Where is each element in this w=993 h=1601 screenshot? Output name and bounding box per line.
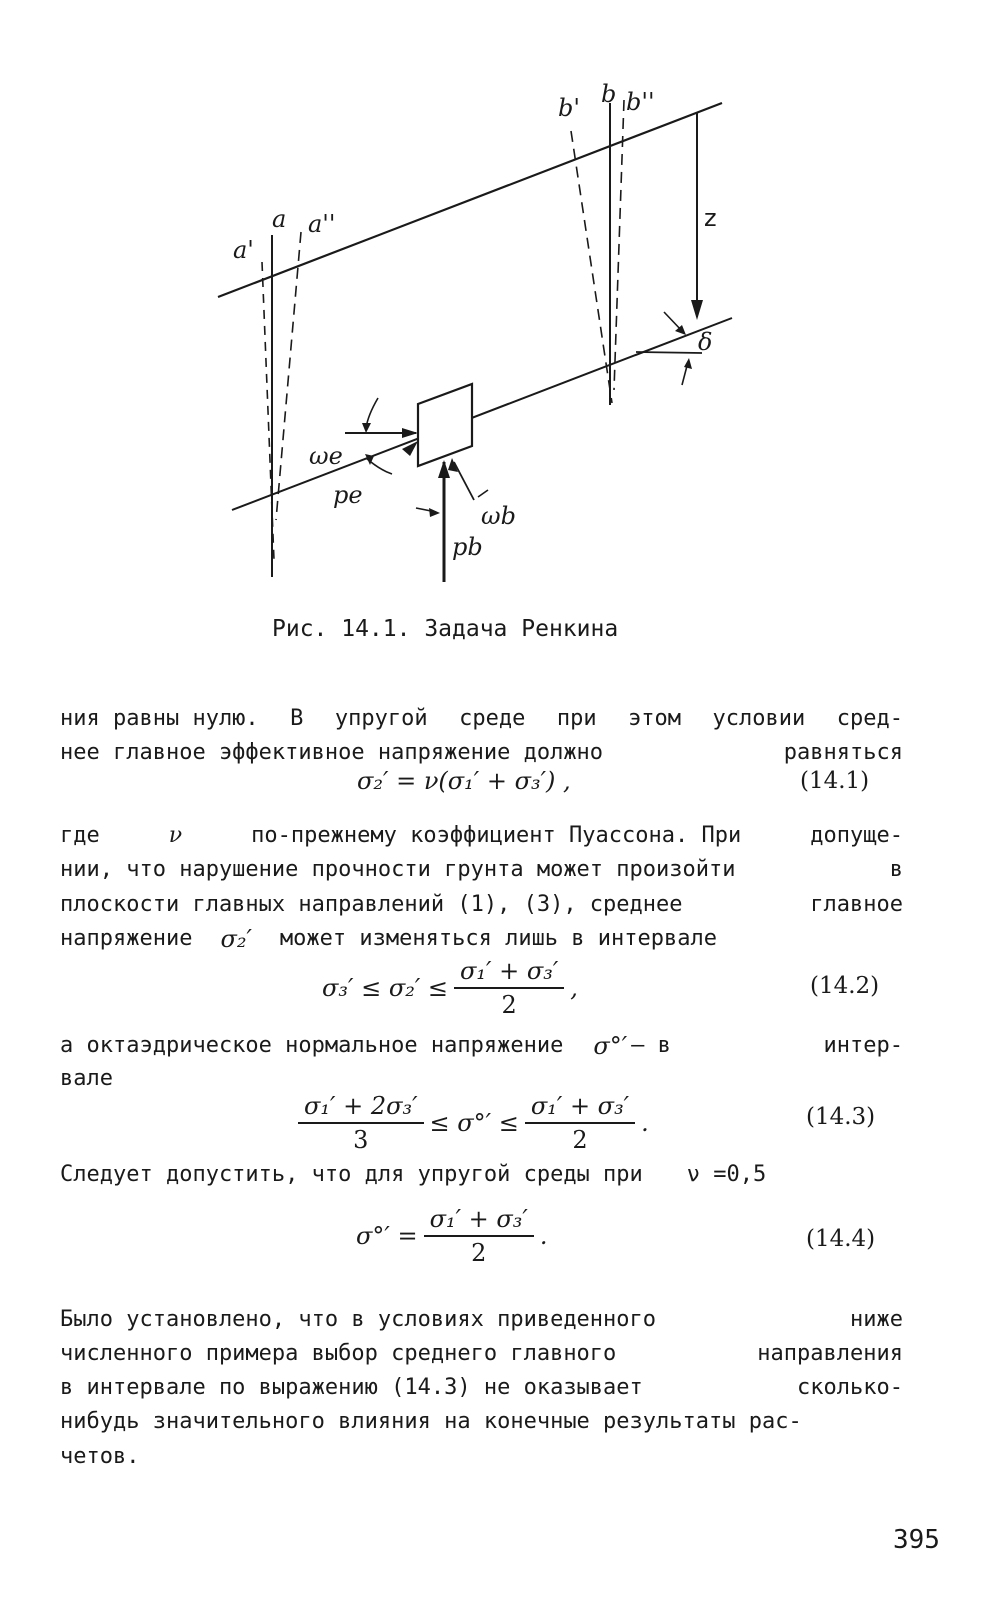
label-a: a	[272, 205, 287, 233]
text-line: вале	[60, 1066, 113, 1091]
label-p-b: pb	[452, 533, 483, 561]
equation-14-2: σ₃′ ≤ σ₂′ ≤ $\frac{\text{σ₁′ + σ₃′}}{2}$ ,	[322, 957, 578, 1019]
equation-14-1: σ₂′ = ν(σ₁′ + σ₃′) ,	[357, 767, 571, 795]
text-line: нибудь значительного влияния на конечные результаты рас-	[60, 1409, 802, 1434]
text-line: в интервале по выражению (14.3) не оказывает сколько-	[60, 1375, 903, 1400]
figure-caption: Рис. 14.1. Задача Ренкина	[272, 616, 619, 642]
equation-number: (14.2)	[810, 973, 880, 999]
equation-number: (14.1)	[800, 768, 870, 794]
label-b-dprime: b''	[626, 88, 655, 116]
rankine-figure	[0, 0, 993, 600]
equation-number: (14.4)	[806, 1226, 876, 1252]
label-omega-e: ωe	[309, 442, 343, 470]
equation-14-4: σ°′ = $\frac{\text{σ₁′ + σ₃′}}{2}$ .	[356, 1205, 548, 1267]
text-line: нии, что нарушение прочности грунта может произойти в	[60, 857, 903, 882]
label-a-prime: a'	[233, 236, 254, 264]
text-line: напряжение σ₂′ может изменяться лишь в интервале	[60, 925, 717, 953]
label-omega-b: ωb	[481, 502, 516, 530]
line-a-dprime	[276, 232, 301, 520]
surface-line	[218, 103, 722, 297]
equation-number: (14.3)	[806, 1104, 876, 1130]
text-line: четов.	[60, 1444, 140, 1469]
label-b-prime: b'	[558, 94, 580, 122]
soil-element	[418, 384, 472, 466]
text-line: нее главное эффективное напряжение должно равняться	[60, 740, 903, 765]
line-b-prime	[571, 131, 612, 403]
text-line: а октаэдрическое нормальное напряжение σ°′ – в интер-	[60, 1032, 903, 1060]
label-z: z	[704, 204, 717, 232]
label-a-dprime: a''	[308, 210, 336, 238]
text-line: где ν по-прежнему коэффициент Пуассона. При допуще-	[60, 823, 903, 848]
text-line: Следует допустить, что для упругой среды при ν =0,5	[60, 1162, 767, 1187]
text-line: Было установлено, что в условиях приведенного ниже	[60, 1307, 903, 1332]
text-line: ния равны нулю. В упругой среде при этом условии сред-	[60, 706, 903, 731]
text-line: плоскости главных направлений (1), (3), среднее главное	[60, 892, 903, 917]
label-delta: δ	[698, 328, 713, 356]
failure-plane-line	[232, 318, 732, 510]
text-line: численного примера выбор среднего главного направления	[60, 1341, 903, 1366]
equation-14-3: $\frac{\text{σ₁′ + 2σ₃′}}{3}$ ≤ σ°′ ≤ $\frac{\text{σ₁′ + σ₃′}}{2}$ .	[292, 1092, 649, 1154]
label-b: b	[601, 80, 617, 108]
label-p-e: pe	[333, 481, 363, 509]
page-number: 395	[893, 1525, 940, 1555]
